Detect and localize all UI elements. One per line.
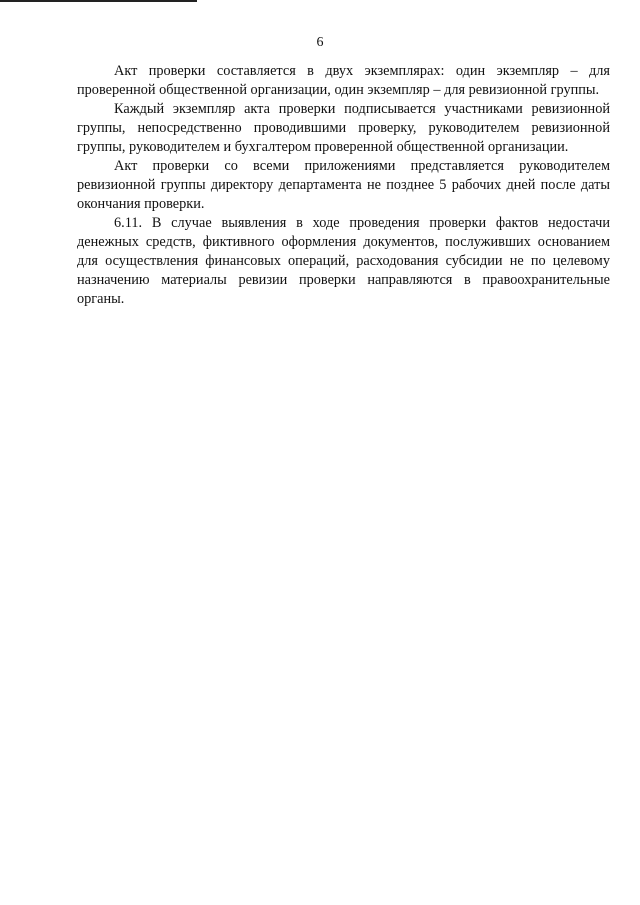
page-number: 6 bbox=[316, 35, 324, 50]
top-rule bbox=[0, 0, 197, 2]
paragraph-clause-6-11: 6.11. В случае выявления в ходе проведения проверки фактов недостачи денежных средств, фиктивного оформления документов, послуживших основанием для осуществления финансовых операций, расходования субсидии не по целевому назначению материалы ревизии проверки направляются в правоохранительные органы. bbox=[77, 215, 610, 307]
paragraph-act-signatures: Каждый экземпляр акта проверки подписывается участниками ревизионной группы, непосредственно проводившими проверку, руководителем ревизионной группы, руководителем и бухгалтером проверенной общественной организации. bbox=[77, 101, 610, 155]
paragraph-act-copies: Акт проверки составляется в двух экземплярах: один экземпляр – для проверенной общественной организации, один экземпляр – для ревизионной группы. bbox=[77, 63, 610, 98]
document-body bbox=[77, 62, 610, 309]
paragraph-act-submission: Акт проверки со всеми приложениями представляется руководителем ревизионной группы директору департамента не позднее 5 рабочих дней после даты окончания проверки. bbox=[77, 158, 610, 212]
